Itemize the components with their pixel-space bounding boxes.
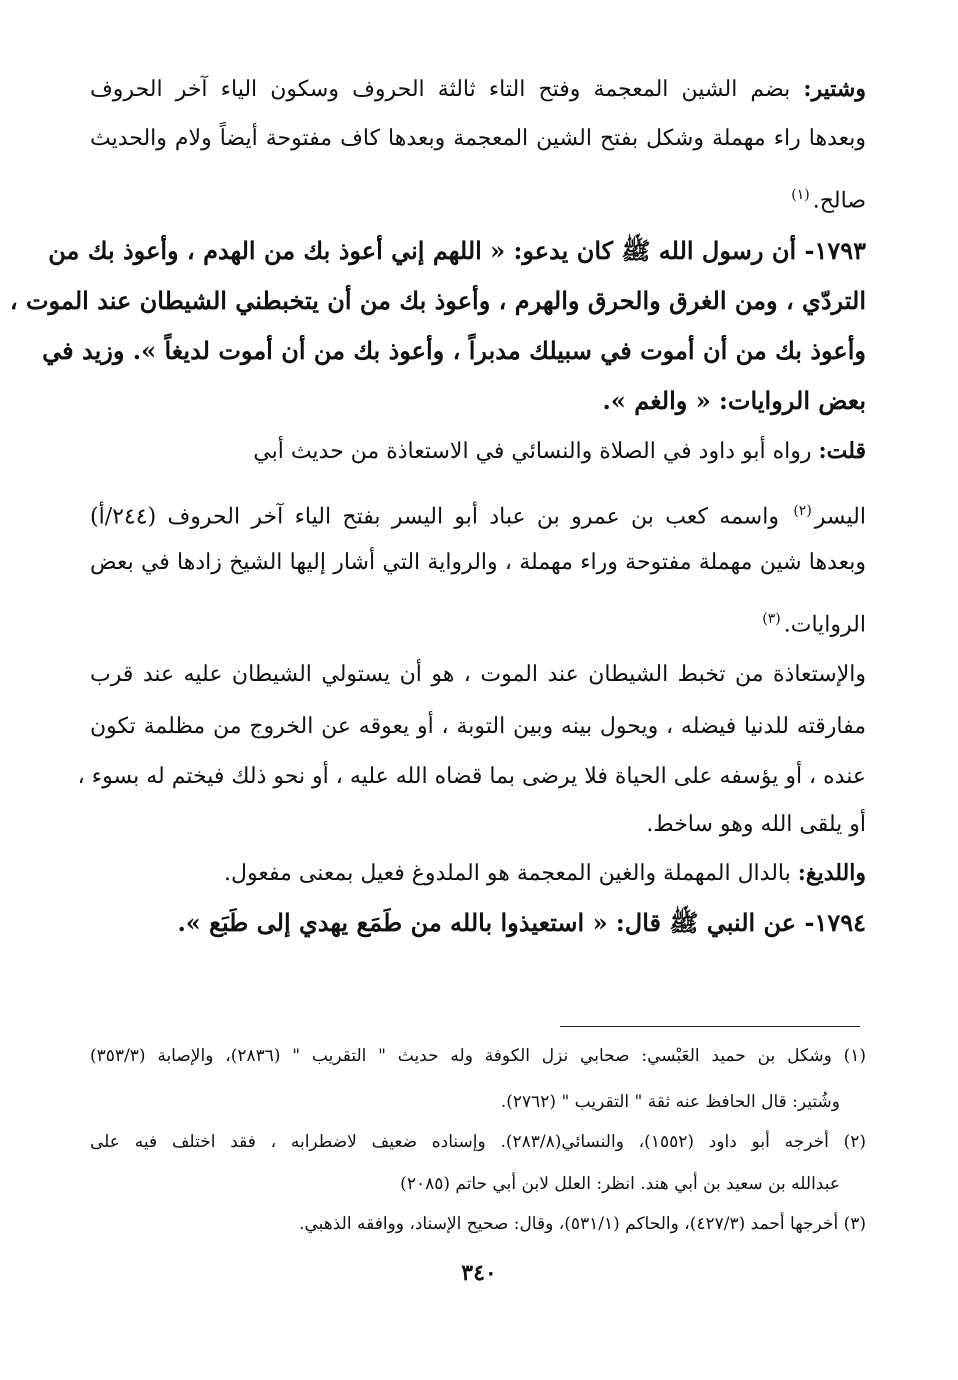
- term-ladigh: واللديغ:: [797, 860, 866, 886]
- hadith-1793-line-1: ١٧٩٣- أن رسول الله ﷺ كان يدعو: « اللهم إني أعوذ بك من الهدم ، وأعوذ بك من: [48, 236, 866, 265]
- paragraph-istiadha-line-3: عنده ، أو يؤسفه على الحياة فلا يرضى بما قضاه الله عليه ، أو نحو ذلك فيختم له بسوء ،: [77, 764, 866, 789]
- text-washtir-1: بضم الشين المعجمة وفتح التاء ثالثة الحروف وسكون الياء آخر الحروف: [90, 77, 791, 102]
- text-qultu-4: الروايات.: [783, 612, 866, 638]
- footnote-divider: [560, 1026, 860, 1027]
- hadith-1793-line-2: التردّي ، ومن الغرق والحرق والهرم ، وأعوذ بك من أن يتخبطني الشيطان عند الموت ،: [9, 286, 866, 315]
- paragraph-istiadha-line-1: والإستعاذة من تخبط الشيطان عند الموت ، هو أن يستولي الشيطان عليه عند قرب: [90, 662, 866, 687]
- text-ladigh: بالدال المهملة والغين المعجمة هو الملدوغ فعيل بمعنى مفعول.: [224, 861, 791, 886]
- term-washtir: وشتير:: [803, 76, 866, 102]
- hadith-1793-line-3: وأعوذ بك من أن أموت في سبيلك مدبراً ، وأعوذ بك من أن أموت لديغاً ». وزيد في: [42, 336, 866, 365]
- paragraph-istiadha-line-4: أو يلقى الله وهو ساخط.: [646, 812, 866, 837]
- text-qultu-2-rest: واسمه كعب بن عمرو بن عباد أبو اليسر بفتح الياء آخر الحروف (٢٤٤/أ): [90, 504, 779, 530]
- footnote-ref-1: (١): [791, 187, 810, 203]
- footnote-2-line-2: عبدالله بن سعيد بن أبي هند. انظر: العلل لابن أبي حاتم (٢٠٨٥): [400, 1174, 840, 1194]
- paragraph-washtir-line-3: [90, 180, 866, 216]
- paragraph-washtir-line-2: وبعدها راء مهملة وشكل بفتح الشين المعجمة وبعدها كاف مفتوحة أيضاً ولام والحديث: [90, 126, 866, 151]
- footnote-ref-3: (٣): [762, 611, 781, 627]
- paragraph-qultu-line-3: وبعدها شين مهملة مفتوحة وراء مهملة ، والرواية التي أشار إليها الشيخ زادها في بعض: [90, 550, 866, 575]
- paragraph-qultu-line-1: [90, 436, 866, 467]
- paragraph-washtir-line-1: [90, 74, 866, 105]
- footnote-1-line-1: (١) وشكل بن حميد العَبْسي: صحابي نزل الكوفة وله حديث " التقريب " (٢٨٣٦)، والإصابة (٣٥٣/٣): [90, 1046, 866, 1066]
- term-qultu: قلت:: [818, 438, 866, 464]
- paragraph-qultu-line-2: [90, 496, 866, 532]
- footnote-ref-2: (٢): [793, 503, 812, 519]
- footnote-1-line-2: وشُتير: قال الحافظ عنه ثقة " التقريب " (٢٧٦٢).: [500, 1092, 840, 1112]
- footnote-3-line-1: (٣) أخرجها أحمد (٤٢٧/٣)، والحاكم (٥٣١/١)، وقال: صحيح الإسناد، ووافقه الذهبي.: [299, 1214, 866, 1234]
- hadith-1793-line-4: بعض الروايات: « والغم ».: [602, 386, 866, 415]
- footnote-2-line-1: (٢) أخرجه أبو داود (١٥٥٢)، والنسائي(٢٨٣/٨). وإسناده ضعيف لاضطرابه ، فقد اختلف فيه على: [90, 1132, 866, 1152]
- text-qultu-1: رواه أبو داود في الصلاة والنسائي في الاستعاذة من حديث أبي: [253, 439, 812, 464]
- paragraph-ladigh: [90, 858, 866, 889]
- text-qultu-2-start: اليسر: [814, 504, 866, 530]
- hadith-1794: ١٧٩٤- عن النبي ﷺ قال: « استعيذوا بالله من طَمَع يهدي إلى طَبَع ».: [177, 908, 866, 937]
- page-number: ٣٤٠: [461, 1260, 497, 1286]
- paragraph-istiadha-line-2: مفارقته للدنيا فيضله ، ويحول بينه وبين التوبة ، أو يعوقه عن الخروج من مظلمة تكون: [90, 714, 866, 739]
- text-washtir-3: صالح.: [812, 188, 866, 214]
- paragraph-qultu-line-4: [90, 604, 866, 640]
